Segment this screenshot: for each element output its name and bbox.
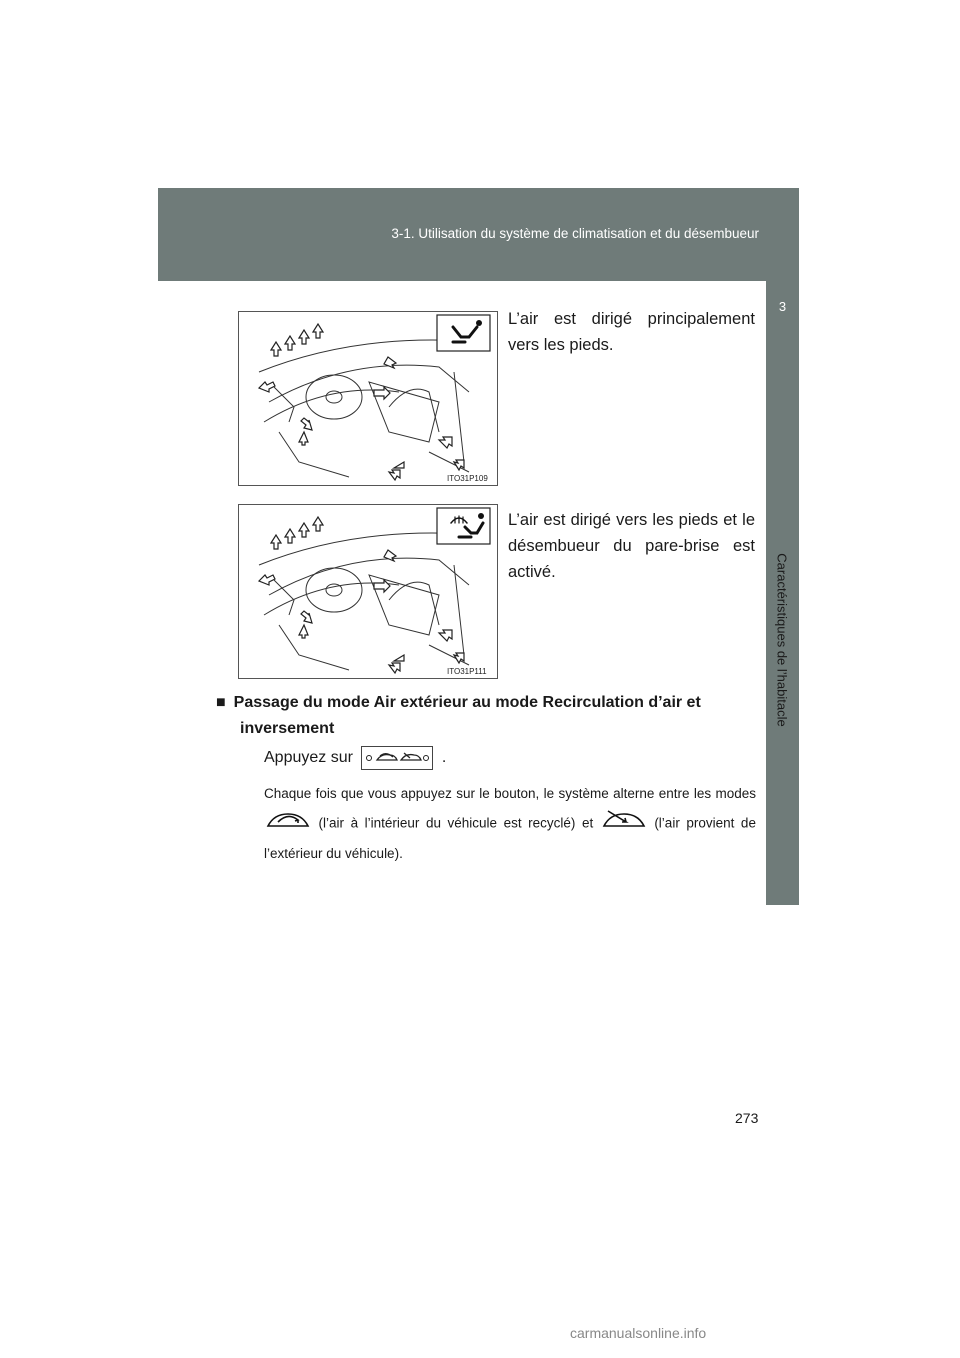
note-text-3: (l’air provient de l’extérieur du véhicule). (264, 815, 756, 861)
figure-feet-defrost-mode (238, 504, 498, 679)
figure-feet-mode (238, 311, 498, 486)
air-intake-button-icon (361, 746, 433, 770)
figure-caption: L’air est dirigé principalement vers les pieds. (508, 310, 755, 354)
press-instruction (264, 745, 446, 771)
press-text-end: . (441, 749, 447, 766)
figure-caption: L’air est dirigé vers les pieds et le désembueur du pare-brise est activé. (508, 511, 755, 581)
figure-code: ITO31P111 (447, 667, 487, 676)
page-number: 273 (735, 1110, 759, 1126)
mode-note (264, 780, 756, 868)
outside-air-mode-icon (600, 808, 648, 840)
section-heading-text: Passage du mode Air extérieur au mode Recirculation d’air et inversement (233, 694, 701, 737)
side-tab-label: Caractéristiques de l’habitacle (774, 553, 790, 727)
chapter-header (158, 188, 799, 281)
section-heading (216, 690, 760, 742)
chapter-title: 3-1. Utilisation du système de climatisation et du désembueur (391, 226, 759, 241)
side-tab-number: 3 (778, 299, 787, 314)
note-text-2: (l’air à l’intérieur du véhicule est recyclé) et (318, 815, 594, 831)
footer-watermark: carmanualsonline.info (570, 1325, 707, 1341)
press-text: Appuyez sur (264, 749, 353, 766)
figure-code: ITO31P109 (447, 474, 488, 483)
car-interior-illustration (239, 312, 497, 485)
car-interior-illustration (239, 505, 497, 678)
note-text-1: Chaque fois que vous appuyez sur le bouton, le système alterne entre les modes (264, 786, 756, 801)
recirculation-mode-icon (264, 808, 312, 840)
square-bullet-icon: ■ (216, 694, 226, 711)
